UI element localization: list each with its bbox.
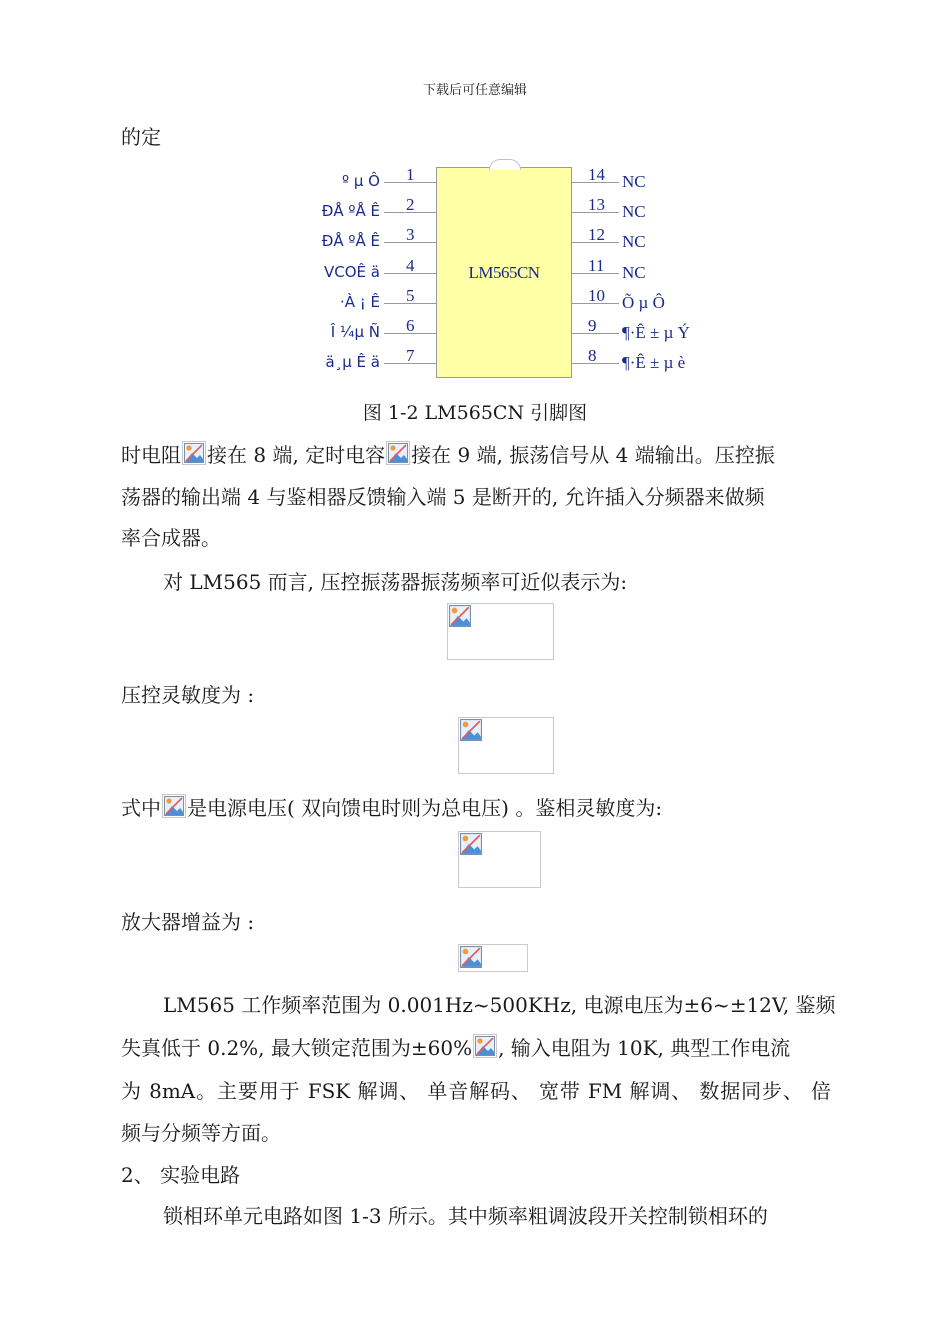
pin-name-13: NC [622, 202, 646, 222]
para1-line2: 荡器的输出端 4 与鉴相器反馈输入端 5 是断开的, 允许插入分频器来做频 [121, 485, 765, 509]
pin-name-10: Õ µ Ô [622, 292, 665, 312]
pin-name-8: ¶·Ê ± µ è [622, 353, 686, 373]
pin-name-7: ä¸µ Ê ä [325, 353, 380, 372]
broken-image-icon [386, 441, 410, 465]
para2: 对 LM565 而言, 压控振荡器振荡频率可近似表示为: [163, 570, 628, 594]
para3-text-a: 式中 [121, 796, 161, 820]
pin-number-11: 11 [588, 255, 605, 275]
broken-image-icon [460, 946, 482, 968]
para4-text-a: 失真低于 0.2%, 最大锁定范围为±60% [121, 1036, 473, 1060]
broken-image-icon [182, 441, 206, 465]
para5: 锁相环单元电路如图 1-3 所示。其中频率粗调波段开关控制锁相环的 [163, 1204, 768, 1228]
intro-fragment: 的定 [121, 125, 161, 149]
pin-number-13: 13 [588, 195, 605, 215]
pin-number-9: 9 [588, 316, 597, 335]
pin-number-6: 6 [406, 316, 415, 335]
pin-number-4: 4 [406, 255, 415, 275]
para1-line3: 率合成器。 [121, 526, 221, 550]
pin-number-14: 14 [588, 165, 605, 184]
pin-number-10: 10 [588, 285, 605, 305]
section-heading: 2、 实验电路 [121, 1163, 241, 1187]
para1-text-b: 接在 8 端, 定时电容 [207, 443, 386, 467]
pin-number-3: 3 [406, 225, 415, 245]
para1-line1 [121, 439, 775, 468]
pin-name-4: VCOÊ ä [324, 262, 380, 281]
pin-name-14: NC [622, 172, 646, 191]
page-header: 下载后可任意编辑 [422, 83, 527, 98]
broken-image-icon [473, 1034, 497, 1058]
para4-line4: 频与分频等方面。 [121, 1121, 281, 1145]
pin-number-5: 5 [406, 285, 415, 305]
broken-image-icon [449, 605, 471, 627]
pin-name-9: ¶·Ê ± µ Ý [622, 323, 690, 342]
para4-line1: LM565 工作频率范围为 0.001Hz~500KHz, 电源电压为±6~±12V, 鉴频 [163, 993, 836, 1017]
formula-image-gain [458, 944, 528, 972]
pin-name-3: ÐÅ ºÅ Ê [321, 232, 380, 251]
para4-line3: 为 8mA。主要用于 FSK 解调、 单音解码、 宽带 FM 解调、 数据同步、 倍 [121, 1079, 831, 1103]
broken-image-icon [162, 794, 186, 818]
pin-name-6: Î ¼µ Ñ [330, 323, 380, 341]
pin-name-2: ÐÅ ºÅ Ê [321, 202, 380, 221]
label-sensitivity: 压控灵敏度为 : [121, 683, 255, 707]
formula-image-frequency [447, 603, 554, 660]
para3-text-b: 是电源电压( 双向馈电时则为总电压) 。鉴相灵敏度为: [187, 796, 663, 820]
pin-name-5: ·À ¡ Ê [339, 292, 380, 311]
pin-number-12: 12 [588, 225, 605, 245]
pin-name-11: NC [622, 262, 646, 282]
para4-line2 [121, 1032, 790, 1061]
formula-image-phase-sensitivity [458, 831, 541, 888]
para1-text-a: 时电阻 [121, 443, 181, 467]
para1-text-c: 接在 9 端, 振荡信号从 4 端输出。压控振 [411, 443, 775, 467]
broken-image-icon [460, 833, 482, 855]
pin-name-1: º µ Ô [342, 172, 380, 190]
chip-body [436, 167, 572, 378]
pin-number-8: 8 [588, 346, 597, 366]
para4-text-b: , 输入电阻为 10K, 典型工作电流 [498, 1036, 791, 1060]
chip-label: LM565CN [468, 263, 540, 282]
figure-caption: 图 1-2 LM565CN 引脚图 [362, 402, 588, 424]
formula-image-sensitivity [458, 717, 554, 774]
pin-name-12: NC [622, 232, 646, 252]
pin-number-2: 2 [406, 195, 415, 215]
broken-image-icon [460, 719, 482, 741]
pin-number-7: 7 [406, 346, 415, 366]
lm565-pin-diagram [300, 155, 720, 390]
para3 [121, 792, 662, 821]
chip-notch [489, 159, 521, 170]
pin-number-1: 1 [406, 165, 415, 184]
label-gain: 放大器增益为 : [121, 910, 255, 934]
